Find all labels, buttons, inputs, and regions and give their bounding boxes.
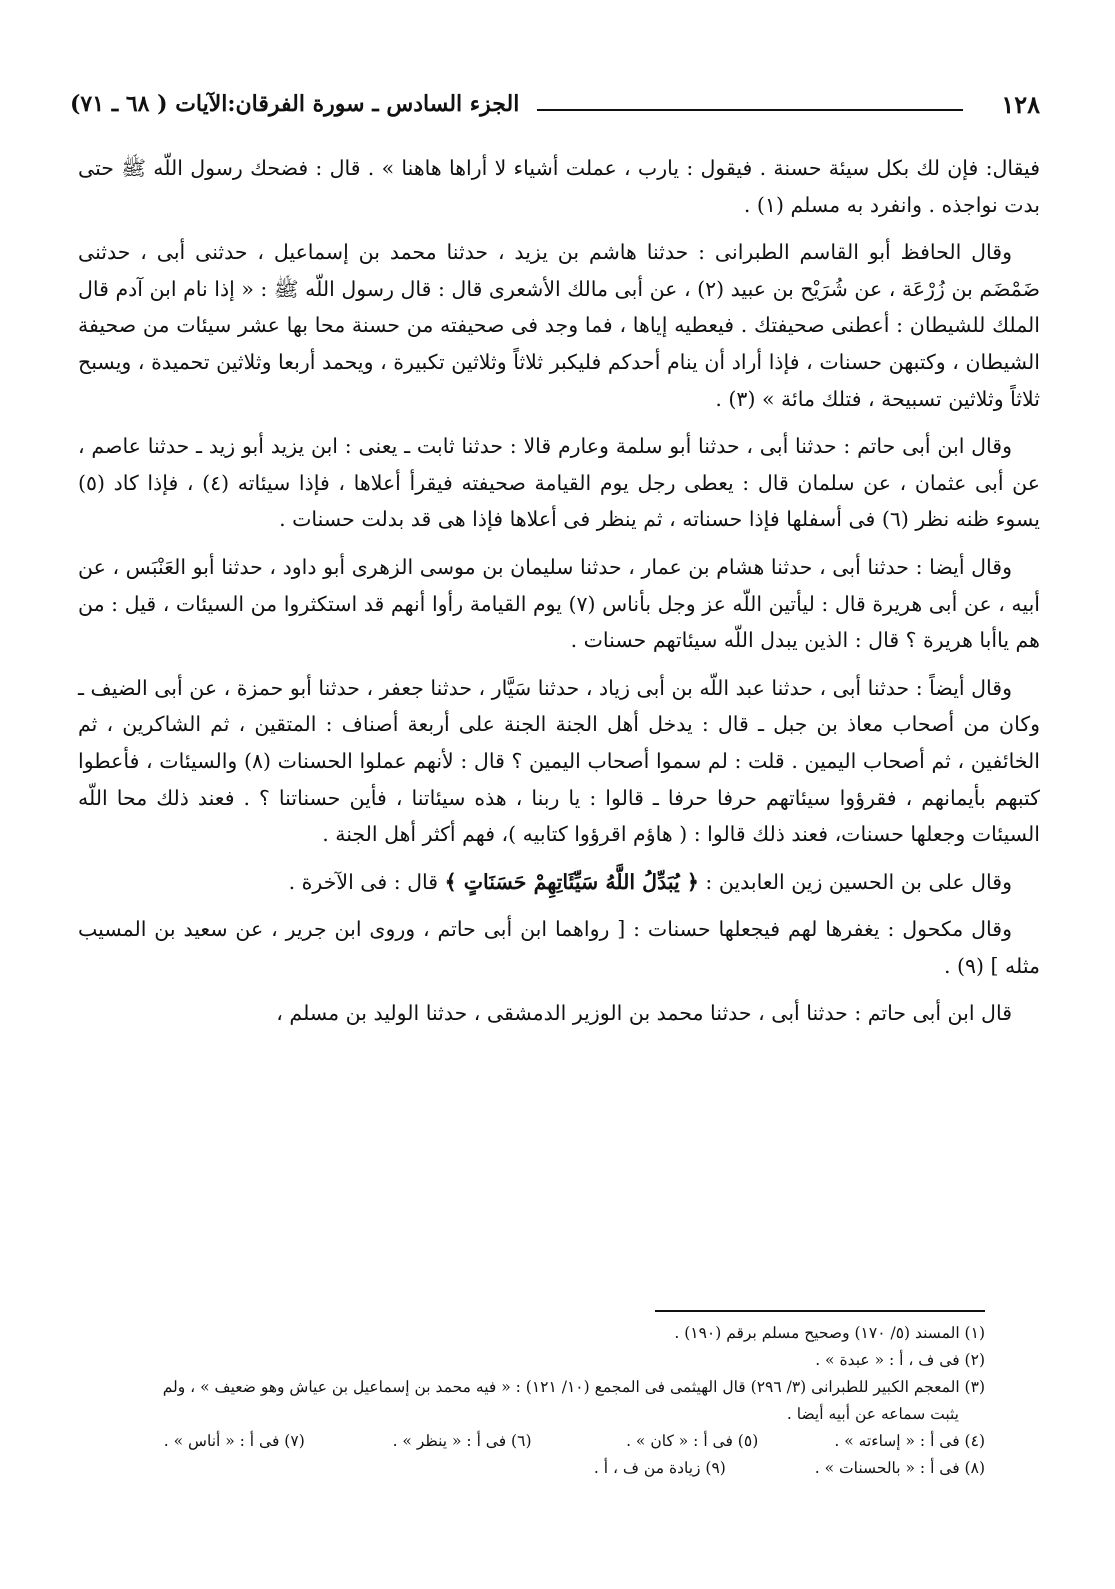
footnote: (٥) فى أ : « كان » . [626, 1432, 759, 1450]
paragraph: وقال أيضا : حدثنا أبى ، حدثنا هشام بن عمار ، حدثنا سليمان بن موسى الزهرى أبو داود ، حدثنا أبو العَنْبَس ، عن أبيه ، عن أبى هريرة قال : ليأتين اللّه عز وجل بأناس (٧) يوم القيامة رأوا أنهم قد استكثروا من السيئات ، قيل : من هم ياأبا هريرة ؟ قال : الذين يبدل اللّه سيئاتهم حسنات . [78, 554, 1041, 653]
running-title: الجزء السادس ـ سورة الفرقان:الآيات ( ٦٨ ـ ٧١) [70, 91, 520, 117]
paragraph: فيقال: فإن لك بكل سيئة حسنة . فيقول : يارب ، عملت أشياء لا أراها هاهنا » . قال : فضحك رسول اللّه ﷺ حتى بدت نواجذه . وانفرد به مسلم (١) . [78, 156, 1040, 217]
main-text [78, 150, 1040, 1043]
footnote: (١) المسند (٥/ ١٧٠) وصحيح مسلم برقم (١٩٠) . [674, 1324, 985, 1342]
paragraph-zayn [78, 864, 1040, 901]
footnote: (٤) فى أ : « إساءته » . [834, 1432, 985, 1450]
zayn-intro: وقال على بن الحسين زين العابدين : [705, 869, 1012, 894]
footnote-row [78, 1455, 985, 1482]
footnote: (٣) المعجم الكبير للطبرانى (٣/ ٢٩٦) قال الهيثمى فى المجمع (١٠/ ١٢١) : « فيه محمد بن إسماعيل بن عياش وهو ضعيف » ، ولم [162, 1378, 985, 1396]
footnote-rule [655, 1310, 985, 1312]
quran-quote: ﴿ يُبَدِّلُ اللَّهُ سَيِّئَاتِهِمْ حَسَنَاتٍ ﴾ [444, 869, 699, 894]
footnote-row [78, 1428, 985, 1455]
paragraph: قال ابن أبى حاتم : حدثنا أبى ، حدثنا محمد بن الوزير الدمشقى ، حدثنا الوليد بن مسلم ، [276, 1001, 1012, 1026]
footnote: (٩) زيادة من ف ، أ . [593, 1459, 726, 1477]
footnotes [78, 1320, 985, 1482]
page-header [70, 82, 1040, 126]
footnote: (٧) فى أ : « أناس » . [163, 1432, 305, 1450]
page-number: ١٢٨ [1001, 89, 1040, 119]
paragraph: وقال الحافظ أبو القاسم الطبرانى : حدثنا هاشم بن يزيد ، حدثنا محمد بن إسماعيل ، حدثنى أبى ، حدثنى ضَمْضَم بن زُرْعَة ، عن شُرَيْح بن عبيد (٢) ، عن أبى مالك الأشعرى قال : قال رسول اللّه ﷺ : « إذا نام ابن آدم قال الملك للشيطان : أعطنى صحيفتك . فيعطيه إياها ، فما وجد فى صحيفته من حسنة محا بها عشر سيئات من صحيفة الشيطان ، وكتبهن حسنات ، فإذا أراد أن ينام أحدكم فليكبر ثلاثاً وثلاثين تكبيرة ، ويحمد أربعا وثلاثين تحميدة ، ويسبح ثلاثاً وثلاثين تسبيحة ، فتلك مائة » (٣) . [78, 240, 1040, 411]
paragraph: وقال أيضاً : حدثنا أبى ، حدثنا عبد اللّه بن أبى زياد ، حدثنا سَيَّار ، حدثنا جعفر ، حدثنا أبو حمزة ، عن أبى الضيف ـ وكان من أصحاب معاذ بن جبل ـ قال : يدخل أهل الجنة الجنة على أربعة أصناف : المتقين ، ثم الشاكرين ، ثم الخائفين ، ثم أصحاب اليمين . قلت : لم سموا أصحاب اليمين ؟ قال : لأنهم عملوا الحسنات (٨) والسيئات ، فأعطوا كتبهم بأيمانهم ، فقرؤوا سيئاتهم حرفا حرفا ـ قالوا : يا ربنا ، هذه سيئاتنا ، فأين حسناتنا ؟ . فعند ذلك محا اللّه السيئات وجعلها حسنات، فعند ذلك قالوا : ( هاؤم اقرؤوا كتابيه )، فهم أكثر أهل الجنة . [78, 675, 1040, 847]
footnote: (٦) فى أ : « ينظر » . [392, 1432, 532, 1450]
footnote: (٢) فى ف ، أ : « عبدة » . [815, 1351, 985, 1369]
paragraph: وقال مكحول : يغفرها لهم فيجعلها حسنات : [ رواهما ابن أبى حاتم ، وروى ابن جرير ، عن سعيد بن المسيب مثله ] (٩) . [78, 917, 1040, 978]
footnote-continuation: يثبت سماعه عن أبيه أيضا . [786, 1405, 959, 1423]
footnote: (٨) فى أ : « بالحسنات » . [814, 1459, 985, 1477]
zayn-outro: قال : فى الآخرة . [288, 869, 439, 894]
paragraph: وقال ابن أبى حاتم : حدثنا أبى ، حدثنا أبو سلمة وعارم قالا : حدثنا ثابت ـ يعنى : ابن يزيد أبو زيد ـ حدثنا عاصم ، عن أبى عثمان ، عن سلمان قال : يعطى رجل يوم القيامة صحيفته فيقرأ أعلاها ، فإذا سيئاته (٤) ، فإذا كاد (٥) يسوء ظنه نظر (٦) فى أسفلها فإذا حسناته ، ثم ينظر فى أعلاها فإذا هى قد بدلت حسنات . [78, 434, 1040, 532]
header-rule [537, 109, 963, 111]
